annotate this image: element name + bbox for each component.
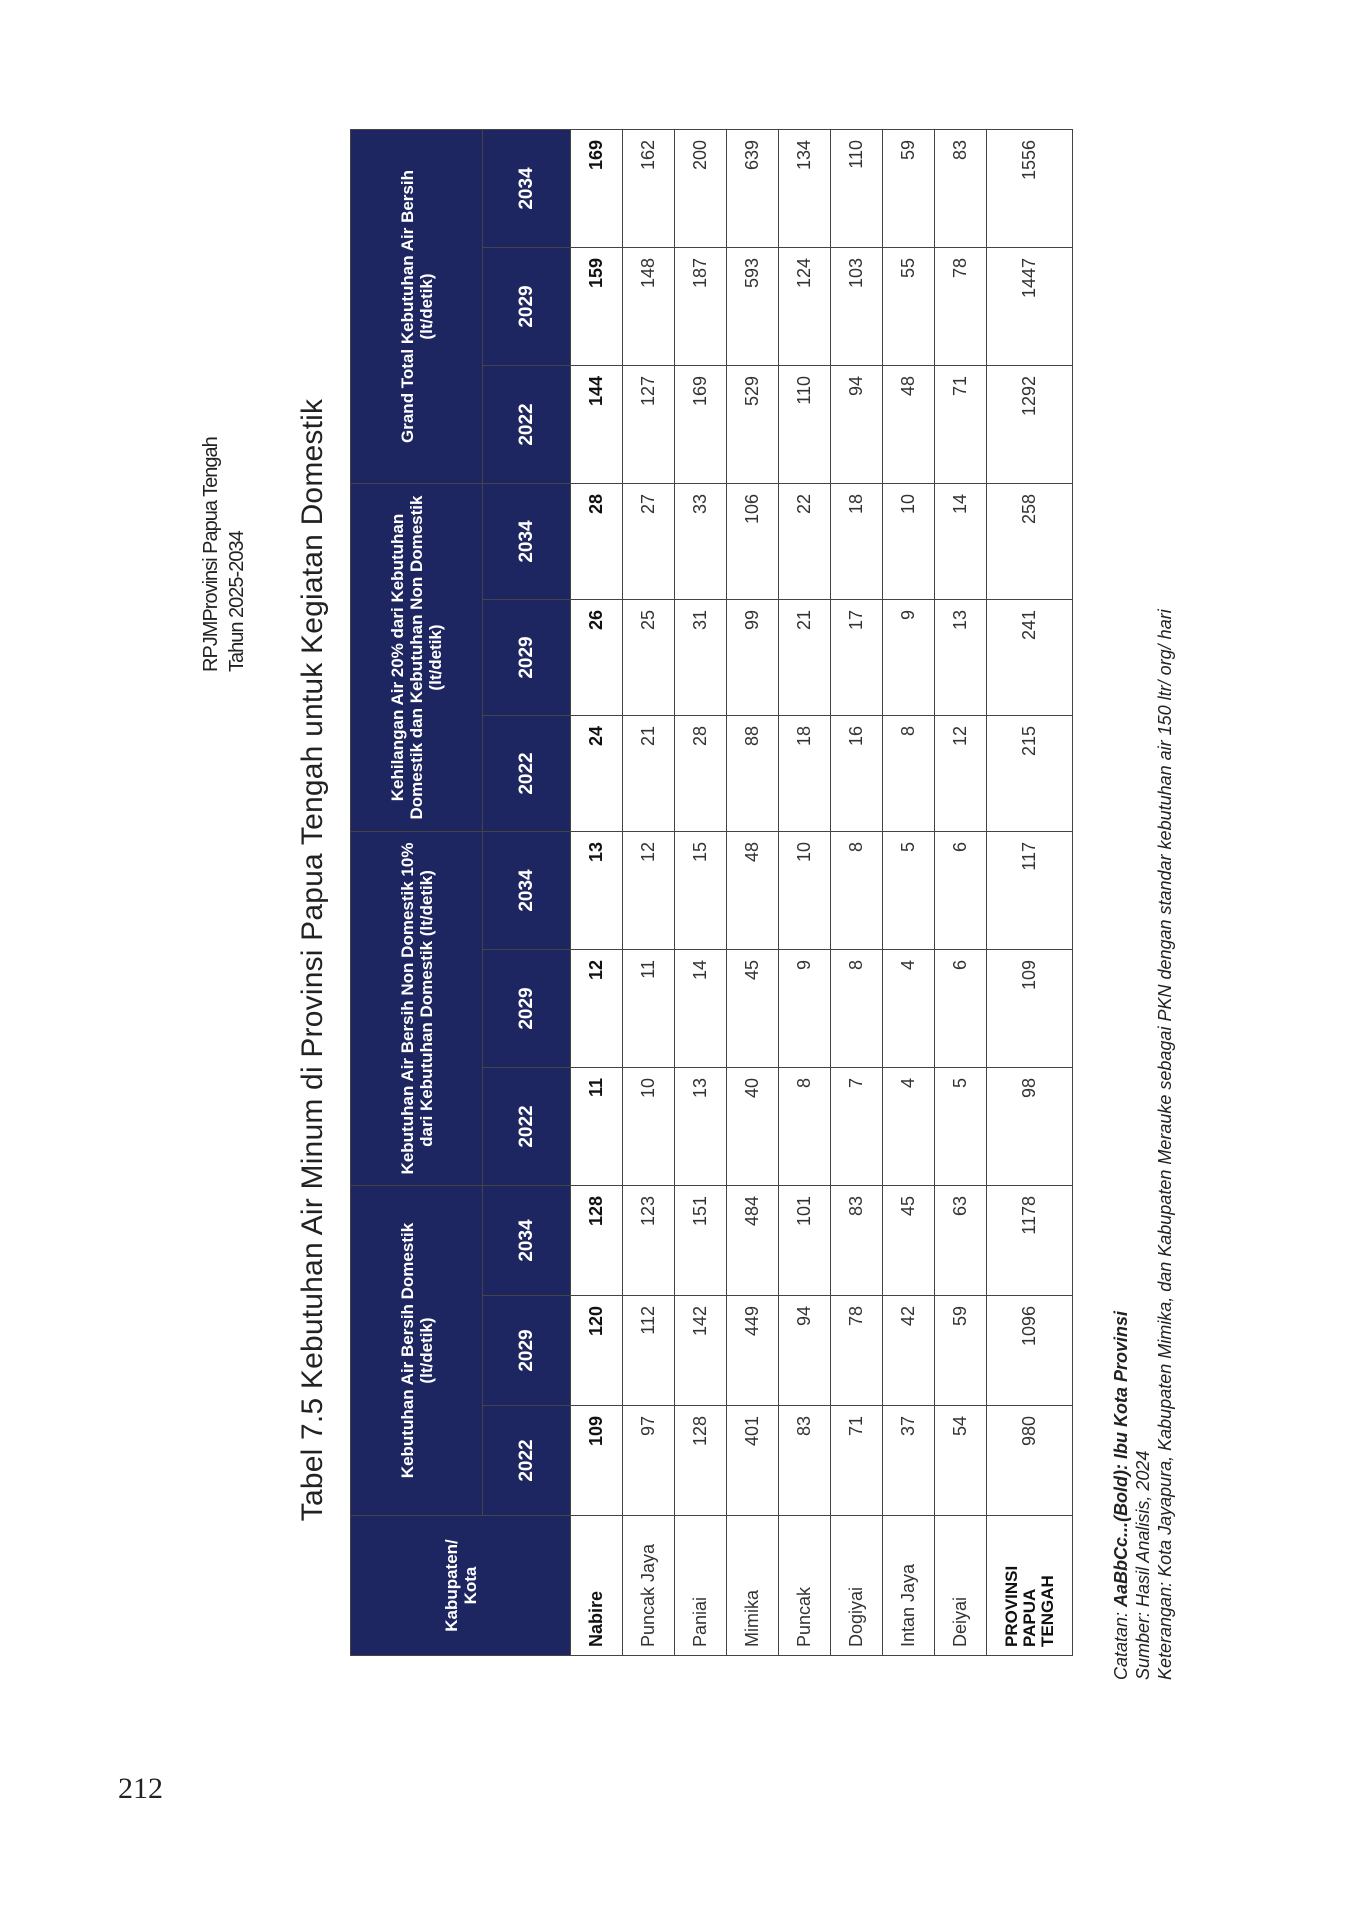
row-value-cell: 401 (727, 1406, 779, 1516)
row-value-cell: 54 (935, 1406, 987, 1516)
row-value-cell: 99 (727, 600, 779, 716)
table-row (935, 130, 987, 1656)
row-value-cell: 16 (831, 716, 883, 832)
row-value-cell: 26 (571, 600, 623, 716)
row-value-cell: 94 (779, 1296, 831, 1406)
row-value-cell: 83 (935, 130, 987, 248)
total-name-line: PAPUA (1019, 1588, 1039, 1647)
row-value-cell: 55 (883, 248, 935, 366)
water-demand-table (350, 129, 1073, 1656)
row-value-cell: 593 (727, 248, 779, 366)
header-year: 2022 (483, 366, 571, 484)
header-year: 2022 (483, 1068, 571, 1186)
row-value-cell: 11 (571, 1068, 623, 1186)
row-value-cell: 71 (935, 366, 987, 484)
header-year: 2029 (483, 1296, 571, 1406)
total-value-cell: 98 (987, 1068, 1073, 1186)
row-value-cell: 10 (883, 484, 935, 600)
row-value-cell: 169 (675, 366, 727, 484)
row-value-cell: 639 (727, 130, 779, 248)
row-value-cell: 45 (727, 950, 779, 1068)
row-value-cell: 8 (779, 1068, 831, 1186)
row-value-cell: 13 (935, 600, 987, 716)
row-region-name: Puncak Jaya (623, 1516, 675, 1656)
total-value-cell: 1178 (987, 1186, 1073, 1296)
total-value-cell: 1556 (987, 130, 1073, 248)
row-value-cell: 148 (623, 248, 675, 366)
row-value-cell: 6 (935, 950, 987, 1068)
row-value-cell: 112 (623, 1296, 675, 1406)
row-value-cell: 101 (779, 1186, 831, 1296)
table-body (571, 130, 1073, 1656)
total-value-cell: 1447 (987, 248, 1073, 366)
header-year: 2029 (483, 950, 571, 1068)
header-year: 2029 (483, 600, 571, 716)
note-catatan-prefix: Catatan: (1111, 1606, 1131, 1680)
row-value-cell: 15 (675, 832, 727, 950)
table-row (623, 130, 675, 1656)
row-value-cell: 103 (831, 248, 883, 366)
row-value-cell: 12 (571, 950, 623, 1068)
row-value-cell: 6 (935, 832, 987, 950)
row-value-cell: 14 (935, 484, 987, 600)
table-row (831, 130, 883, 1656)
row-value-cell: 162 (623, 130, 675, 248)
row-value-cell: 128 (571, 1186, 623, 1296)
row-value-cell: 9 (883, 600, 935, 716)
header-year: 2022 (483, 716, 571, 832)
row-value-cell: 27 (623, 484, 675, 600)
row-value-cell: 97 (623, 1406, 675, 1516)
header-year: 2034 (483, 130, 571, 248)
row-value-cell: 10 (623, 1068, 675, 1186)
row-value-cell: 127 (623, 366, 675, 484)
row-value-cell: 142 (675, 1296, 727, 1406)
header-year: 2034 (483, 1186, 571, 1296)
row-value-cell: 128 (675, 1406, 727, 1516)
total-value-cell: 109 (987, 950, 1073, 1068)
row-value-cell: 25 (623, 600, 675, 716)
table-row (571, 130, 623, 1656)
note-catatan-bold: AaBbCc...(Bold): Ibu Kota Provinsi (1111, 1310, 1131, 1607)
table-notes (1110, 180, 1176, 1680)
note-catatan (1110, 180, 1132, 1680)
row-value-cell: 78 (831, 1296, 883, 1406)
total-value-cell: 117 (987, 832, 1073, 950)
row-value-cell: 48 (883, 366, 935, 484)
row-value-cell: 169 (571, 130, 623, 248)
row-value-cell: 28 (571, 484, 623, 600)
table-row-total (987, 130, 1073, 1656)
header-region: Kabupaten/ Kota (351, 1516, 571, 1656)
row-value-cell: 22 (779, 484, 831, 600)
row-value-cell: 8 (831, 832, 883, 950)
running-header (198, 272, 250, 672)
row-value-cell: 59 (883, 130, 935, 248)
row-value-cell: 110 (779, 366, 831, 484)
row-value-cell: 187 (675, 248, 727, 366)
table-row (727, 130, 779, 1656)
row-value-cell: 33 (675, 484, 727, 600)
row-value-cell: 13 (571, 832, 623, 950)
row-value-cell: 8 (831, 950, 883, 1068)
table-row (883, 130, 935, 1656)
header-group-water-loss: Kehilangan Air 20% dari Kebutuhan Domestik dan Kebutuhan Non Domestik (lt/detik) (351, 484, 483, 832)
row-value-cell: 200 (675, 130, 727, 248)
row-value-cell: 4 (883, 950, 935, 1068)
row-region-name: Paniai (675, 1516, 727, 1656)
row-value-cell: 59 (935, 1296, 987, 1406)
row-value-cell: 144 (571, 366, 623, 484)
row-value-cell: 21 (779, 600, 831, 716)
row-value-cell: 94 (831, 366, 883, 484)
row-value-cell: 37 (883, 1406, 935, 1516)
row-value-cell: 31 (675, 600, 727, 716)
row-region-name: Dogiyai (831, 1516, 883, 1656)
header-group-non-domestic: Kebutuhan Air Bersih Non Domestik 10% dari Kebutuhan Domestik (lt/detik) (351, 832, 483, 1186)
row-value-cell: 71 (831, 1406, 883, 1516)
row-region-name: Deiyai (935, 1516, 987, 1656)
note-keterangan: Keterangan: Kota Jayapura, Kabupaten Mimika, dan Kabupaten Merauke sebagai PKN dengan standar kebutuhan air 150 ltr/ org/ hari (1155, 609, 1175, 1680)
row-value-cell: 124 (779, 248, 831, 366)
row-value-cell: 13 (675, 1068, 727, 1186)
table-row (779, 130, 831, 1656)
total-value-cell: 258 (987, 484, 1073, 600)
row-value-cell: 83 (779, 1406, 831, 1516)
total-value-cell: 1096 (987, 1296, 1073, 1406)
header-year: 2034 (483, 484, 571, 600)
row-value-cell: 106 (727, 484, 779, 600)
row-value-cell: 88 (727, 716, 779, 832)
total-region-name (987, 1516, 1073, 1656)
row-value-cell: 42 (883, 1296, 935, 1406)
row-region-name: Puncak (779, 1516, 831, 1656)
row-region-name: Intan Jaya (883, 1516, 935, 1656)
row-value-cell: 17 (831, 600, 883, 716)
row-value-cell: 63 (935, 1186, 987, 1296)
row-value-cell: 18 (831, 484, 883, 600)
total-value-cell: 1292 (987, 366, 1073, 484)
row-value-cell: 120 (571, 1296, 623, 1406)
row-value-cell: 12 (935, 716, 987, 832)
row-value-cell: 45 (883, 1186, 935, 1296)
row-region-name: Nabire (571, 1516, 623, 1656)
row-value-cell: 5 (883, 832, 935, 950)
row-value-cell: 48 (727, 832, 779, 950)
row-value-cell: 28 (675, 716, 727, 832)
total-name-line: TENGAH (1037, 1575, 1057, 1647)
row-value-cell: 110 (831, 130, 883, 248)
row-value-cell: 24 (571, 716, 623, 832)
header-year: 2034 (483, 832, 571, 950)
header-group-domestic: Kebutuhan Air Bersih Domestik (lt/detik) (351, 1186, 483, 1516)
header-year: 2029 (483, 248, 571, 366)
row-value-cell: 14 (675, 950, 727, 1068)
page-number: 212 (118, 1772, 163, 1805)
row-value-cell: 123 (623, 1186, 675, 1296)
row-region-name: Mimika (727, 1516, 779, 1656)
table-row (675, 130, 727, 1656)
row-value-cell: 484 (727, 1186, 779, 1296)
row-value-cell: 12 (623, 832, 675, 950)
row-value-cell: 8 (883, 716, 935, 832)
header-group-grand-total: Grand Total Kebutuhan Air Bersih (lt/detik) (351, 130, 483, 484)
row-value-cell: 151 (675, 1186, 727, 1296)
row-value-cell: 7 (831, 1068, 883, 1186)
running-header-line1: RPJMProvinsi Papua Tengah (200, 437, 222, 672)
total-value-cell: 241 (987, 600, 1073, 716)
row-value-cell: 449 (727, 1296, 779, 1406)
row-value-cell: 134 (779, 130, 831, 248)
row-value-cell: 109 (571, 1406, 623, 1516)
row-value-cell: 4 (883, 1068, 935, 1186)
running-header-line2: Tahun 2025-2034 (226, 531, 248, 672)
row-value-cell: 10 (779, 832, 831, 950)
row-value-cell: 18 (779, 716, 831, 832)
row-value-cell: 83 (831, 1186, 883, 1296)
row-value-cell: 529 (727, 366, 779, 484)
header-year: 2022 (483, 1406, 571, 1516)
row-value-cell: 78 (935, 248, 987, 366)
row-value-cell: 159 (571, 248, 623, 366)
table-title: Tabel 7.5 Kebutuhan Air Minum di Provinsi Papua Tengah untuk Kegiatan Domestik (296, 398, 329, 1522)
row-value-cell: 9 (779, 950, 831, 1068)
row-value-cell: 11 (623, 950, 675, 1068)
total-name-line: PROVINSI (1001, 1565, 1021, 1647)
row-value-cell: 21 (623, 716, 675, 832)
row-value-cell: 40 (727, 1068, 779, 1186)
note-sumber: Sumber: Hasil Analisis, 2024 (1133, 1450, 1153, 1680)
total-value-cell: 215 (987, 716, 1073, 832)
total-value-cell: 980 (987, 1406, 1073, 1516)
row-value-cell: 5 (935, 1068, 987, 1186)
